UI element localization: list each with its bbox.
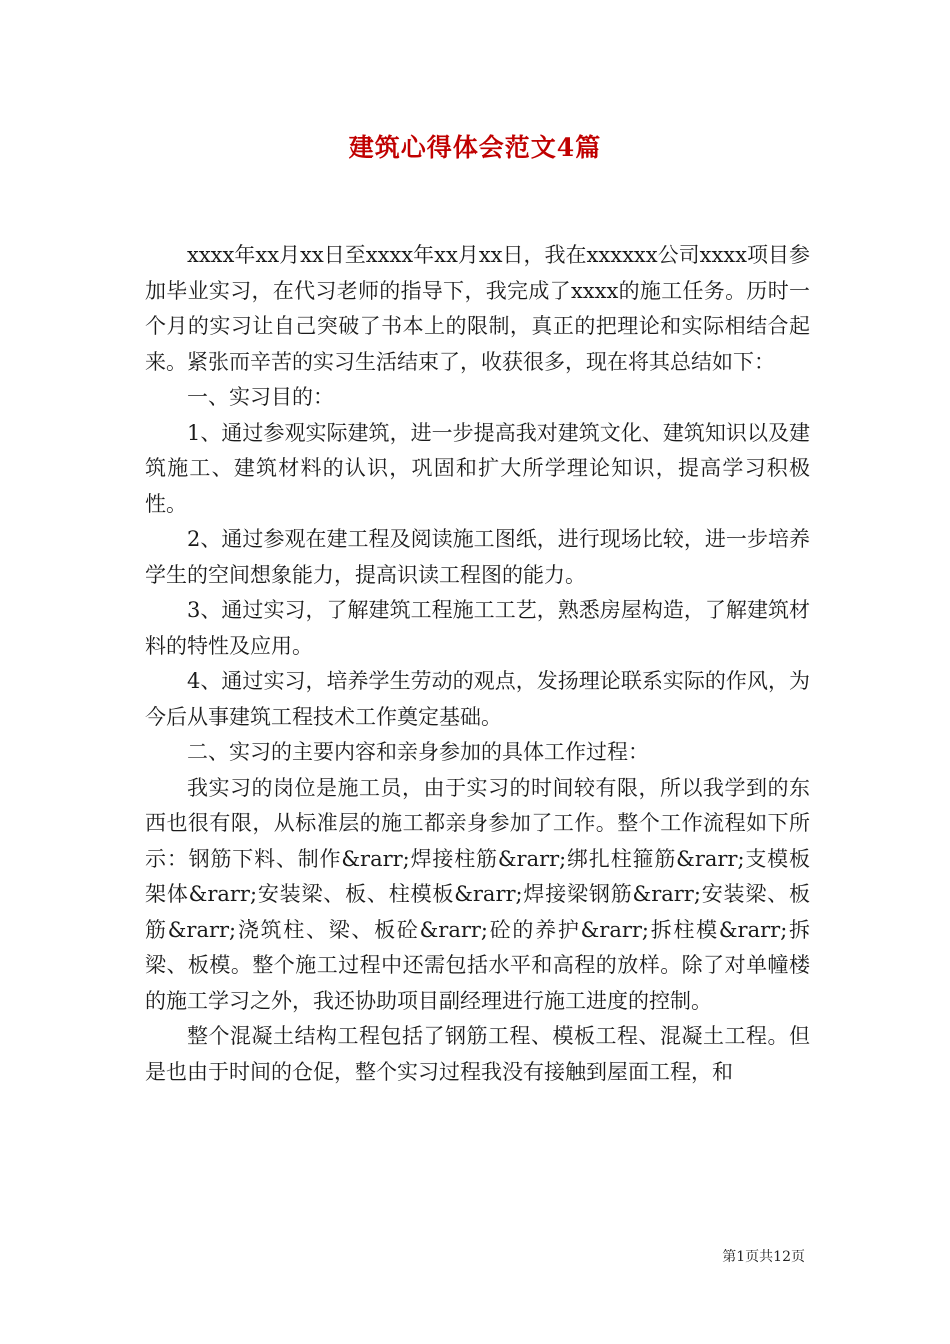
paragraph-purpose-3: 3、通过实习，了解建筑工程施工工艺，熟悉房屋构造，了解建筑材料的特性及应用。 xyxy=(145,598,810,658)
page-number-footer: 第1页共12页 xyxy=(722,1249,805,1265)
document-body xyxy=(145,238,810,1090)
paragraph-concrete-works: 整个混凝土结构工程包括了钢筋工程、模板工程、混凝土工程。但是也由于时间的仓促，整个实习过程我没有接触到屋面工程，和 xyxy=(145,1024,810,1084)
paragraph-work-process: 我实习的岗位是施工员，由于实习的时间较有限，所以我学到的东西也很有限，从标准层的施工都亲身参加了工作。整个工作流程如下所示：钢筋下料、制作&rarr;焊接柱筋&rarr;绑扎柱箍筋&rarr;支模板架体&rarr;安装梁、板、柱模板&rarr;焊接梁钢筋&rarr;安装梁、板筋&rarr;浇筑柱、梁、板砼&rarr;砼的养护&rarr;拆柱模&rarr;拆梁、板模。整个施工过程中还需包括水平和高程的放样。除了对单幢楼的施工学习之外，我还协助项目副经理进行施工进度的控制。 xyxy=(145,775,810,1013)
document-title: 建筑心得体会范文4篇 xyxy=(348,133,602,162)
section-heading-purpose: 一、实习目的： xyxy=(187,385,334,409)
paragraph-purpose-2: 2、通过参观在建工程及阅读施工图纸，进行现场比较，进一步培养学生的空间想象能力，提高识读工程图的能力。 xyxy=(145,527,810,587)
paragraph-intro: xxxx年xx月xx日至xxxx年xx月xx日，我在xxxxxx公司xxxx项目参加毕业实习，在代习老师的指导下，我完成了xxxx的施工任务。历时一个月的实习让自己突破了书本上的限制，真正的把理论和实际相结合起来。紧张而辛苦的实习生活结束了，收获很多，现在将其总结如下： xyxy=(145,243,810,374)
paragraph-purpose-4: 4、通过实习，培养学生劳动的观点，发扬理论联系实际的作风，为今后从事建筑工程技术工作奠定基础。 xyxy=(145,669,810,729)
section-heading-content: 二、实习的主要内容和亲身参加的具体工作过程： xyxy=(187,740,649,764)
paragraph-purpose-1: 1、通过参观实际建筑，进一步提高我对建筑文化、建筑知识以及建筑施工、建筑材料的认识，巩固和扩大所学理论知识，提高学习积极性。 xyxy=(145,420,810,516)
